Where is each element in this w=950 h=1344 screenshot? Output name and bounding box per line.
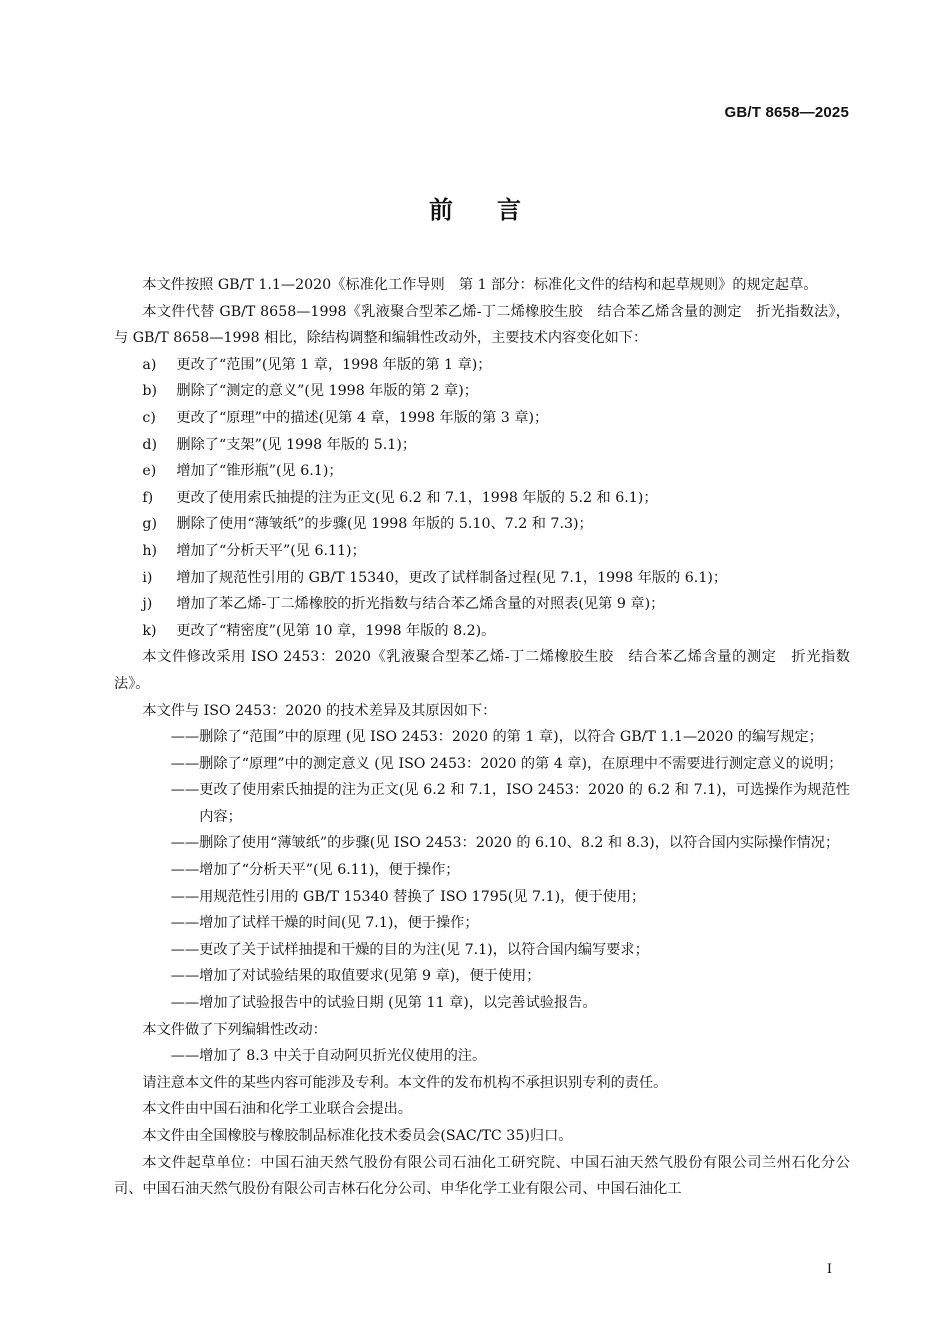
list-item: c) 更改了“原理”中的描述(见第 4 章，1998 年版的第 3 章)；: [142, 409, 549, 426]
paragraph-iso-adoption: 本文件修改采用 ISO 2453：2020《乳液聚合型苯乙烯-丁二烯橡胶生胶 结合苯乙烯含量的测定 折光指数法》。: [114, 649, 850, 692]
paragraph-replaces: 本文件代替 GB/T 8658—1998《乳液聚合型苯乙烯-丁二烯橡胶生胶 结合苯乙烯含量的测定 折光指数法》，与 GB/T 8658—1998 相比，除结构调整和编辑性改动外，主要技术内容变化如下：: [114, 303, 850, 347]
page-title: 前言: [429, 196, 565, 224]
list-item: ——删除了“范围”中的原理 (见 ISO 2453：2020 的第 1 章)，以符合 GB/T 1.1—2020 的编写规定；: [170, 729, 823, 746]
list-item: k) 更改了“精密度”(见第 10 章，1998 年版的 8.2)。: [142, 622, 496, 639]
list-item: ——删除了使用“薄皱纸”的步骤(见 ISO 2453：2020 的 6.10、8.2 和 8.3)，以符合国内实际操作情况；: [170, 835, 840, 852]
list-item: ——增加了“分析天平”(见 6.11)，便于操作；: [170, 862, 460, 879]
list-item: ——更改了关于试样抽提和干燥的目的为注(见 7.1)，以符合国内编写要求；: [170, 941, 649, 958]
list-item: ——删除了“原理”中的测定意义 (见 ISO 2453：2020 的第 4 章)，在原理中不需要进行测定意义的说明；: [170, 755, 843, 772]
list-item: a) 更改了“范围”(见第 1 章，1998 年版的第 1 章)；: [142, 356, 492, 373]
paragraph-editorial-intro: 本文件做了下列编辑性改动：: [142, 1021, 327, 1038]
list-item: g) 删除了使用“薄皱纸”的步骤(见 1998 年版的 5.10、7.2 和 7.3)；: [142, 516, 593, 533]
list-item: j) 增加了苯乙烯-丁二烯橡胶的折光指数与结合苯乙烯含量的对照表(见第 9 章)；: [142, 596, 665, 613]
list-item: b) 删除了“测定的意义”(见 1998 年版的第 2 章)；: [142, 383, 478, 400]
list-item: f) 更改了使用索氏抽提的注为正文(见 6.2 和 7.1，1998 年版的 5.2 和 6.1)；: [142, 489, 658, 506]
paragraph-patent-notice: 请注意本文件的某些内容可能涉及专利。本文件的发布机构不承担识别专利的责任。: [142, 1074, 668, 1091]
changes-list: [114, 352, 850, 645]
paragraph-drafting-units: 本文件起草单位：中国石油天然气股份有限公司石油化工研究院、中国石油天然气股份有限公司兰州石化分公司、中国石油天然气股份有限公司吉林石化分公司、申华化学工业有限公司、中国石油化工: [114, 1154, 850, 1198]
list-item: d) 删除了“支架”(见 1998 年版的 5.1)；: [142, 436, 417, 453]
differences-list: [114, 724, 850, 1017]
list-item: h) 增加了“分析天平”(见 6.11)；: [142, 542, 366, 559]
page-number: I: [826, 1262, 832, 1277]
list-item: ——增加了对试验结果的取值要求(见第 9 章)，便于使用；: [170, 968, 541, 985]
list-item: ——更改了使用索氏抽提的注为正文(见 6.2 和 7.1，ISO 2453：2020 的 6.2 和 7.1)，可选操作为规范性内容；: [170, 782, 850, 825]
list-item: ——增加了试样干燥的时间(见 7.1)，便于操作；: [170, 915, 479, 932]
paragraph-proposer: 本文件由中国石油和化学工业联合会提出。: [142, 1101, 412, 1118]
standard-code: GB/T 8658—2025: [724, 104, 849, 121]
list-item: ——增加了试验报告中的试验日期 (见第 11 章)，以完善试验报告。: [170, 995, 597, 1012]
document-body: [114, 272, 850, 1203]
list-item: ——用规范性引用的 GB/T 15340 替换了 ISO 1795(见 7.1)，便于使用；: [170, 888, 646, 905]
list-item: ——增加了 8.3 中关于自动阿贝折光仪使用的注。: [170, 1048, 487, 1065]
list-item: e) 增加了“锥形瓶”(见 6.1)；: [142, 463, 343, 480]
paragraph-differences-intro: 本文件与 ISO 2453：2020 的技术差异及其原因如下：: [142, 702, 497, 719]
paragraph-drafting-rules: 本文件按照 GB/T 1.1—2020《标准化工作导则 第 1 部分：标准化文件的结构和起草规则》的规定起草。: [142, 277, 818, 293]
paragraph-committee: 本文件由全国橡胶与橡胶制品标准化技术委员会(SAC/TC 35)归口。: [142, 1128, 573, 1144]
list-item: i) 增加了规范性引用的 GB/T 15340，更改了试样制备过程(见 7.1，1998 年版的 6.1)；: [142, 569, 728, 586]
